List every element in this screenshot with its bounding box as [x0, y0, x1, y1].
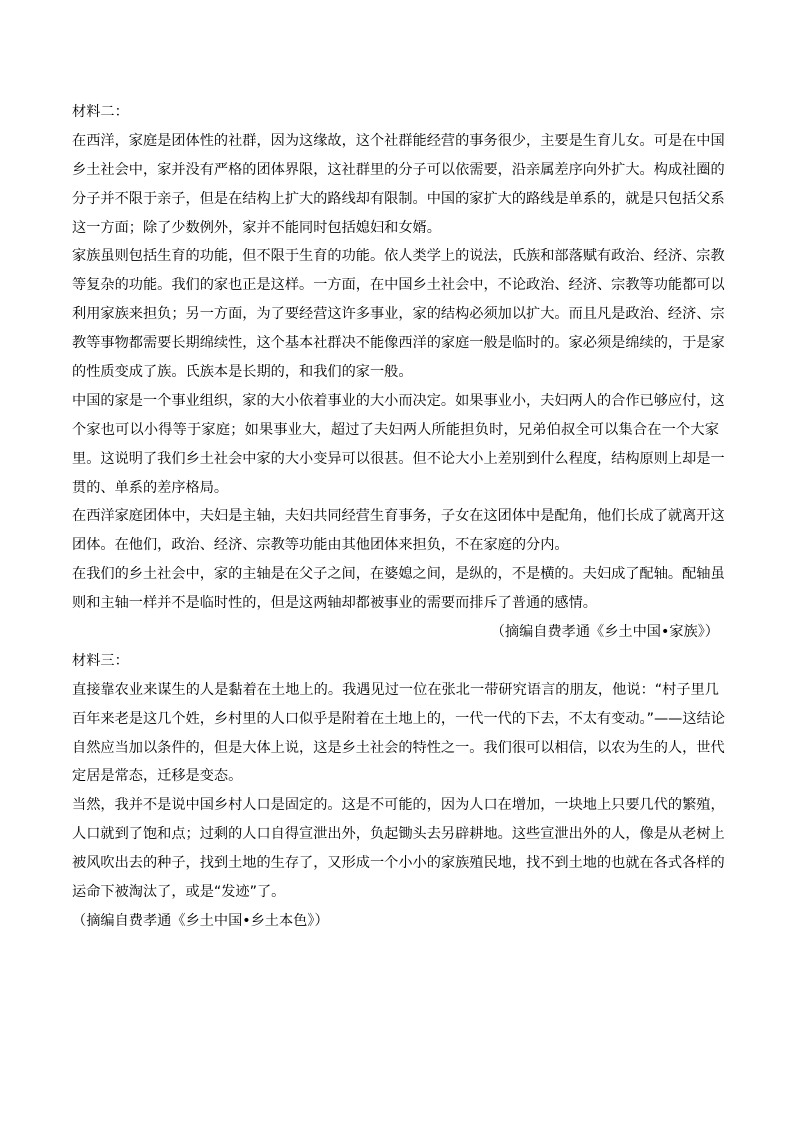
paragraph-line: 中国的家是一个事业组织，家的大小依着事业的大小而决定。如果事业小，夫妇两人的合作已够应付，这	[72, 392, 725, 409]
material-2-heading: 材料二：	[72, 104, 129, 120]
material-2-source: （摘编自费孝通《乡土中国•家族》）	[490, 624, 719, 641]
paragraph-line: 利用家族来担负；另一方面，为了要经营这许多事业，家的结构必须加以扩大。而且凡是政治、经济、宗	[72, 306, 725, 323]
paragraph-line: 贯的、单系的差序格局。	[72, 479, 229, 496]
paragraph-line: 人口就到了饱和点；过剩的人口自得宣泄出外，负起锄头去另辟耕地。这些宣泄出外的人，像是从老树上	[72, 826, 725, 843]
paragraph-line: 个家也可以小得等于家庭；如果事业大，超过了夫妇两人所能担负时，兄弟伯叔全可以集合在一个大家	[72, 421, 719, 438]
paragraph-line: 自然应当加以条件的，但是大体上说，这是乡土社会的特性之一。我们很可以相信，以农为生的人，世代	[72, 739, 725, 756]
material-3-source: （摘编自费孝通《乡土中国•乡土本色》）	[72, 912, 329, 929]
paragraph-line: 团体。在他们，政治、经济、宗教等功能由其他团体来担负，不在家庭的分内。	[72, 537, 569, 554]
paragraph-line: 等复杂的功能。我们的家也正是这样。一方面，在中国乡土社会中，不论政治、经济、宗教等功能都可以	[72, 277, 725, 294]
paragraph-line: 在我们的乡土社会中，家的主轴是在父子之间，在婆媳之间，是纵的，不是横的。夫妇成了配轴。配轴虽	[72, 566, 725, 583]
paragraph-line: 在西洋家庭团体中，夫妇是主轴，夫妇共同经营生育事务，子女在这团体中是配角，他们长成了就离开这	[72, 508, 725, 525]
material-3-heading: 材料三：	[72, 652, 129, 669]
paragraph-line: 定居是常态，迁移是变态。	[72, 768, 243, 785]
paragraph-line: 里。这说明了我们乡土社会中家的大小变异可以很甚。但不论大小上差别到什么程度，结构原则上却是一	[72, 450, 725, 467]
paragraph-line: 分子并不限于亲子，但是在结构上扩大的路线却有限制。中国的家扩大的路线是单系的，就是只包括父系	[72, 190, 725, 207]
paragraph-line: 直接靠农业来谋生的人是黏着在土地上的。我遇见过一位在张北一带研究语言的朋友，他说：“村子里几	[72, 681, 719, 698]
paragraph-line: 乡土社会中，家并没有严格的团体界限，这社群里的分子可以依需要，沿亲属差序向外扩大。构成社圈的	[72, 161, 725, 178]
paragraph-line: 则和主轴一样并不是临时性的，但是这两轴却都被事业的需要而排斥了普通的感情。	[72, 595, 597, 612]
paragraph-line: 家族虽则包括生育的功能，但不限于生育的功能。依人类学上的说法，氏族和部落赋有政治、经济、宗教	[72, 248, 725, 265]
document-page	[72, 102, 725, 940]
paragraph-line: 当然，我并不是说中国乡村人口是固定的。这是不可能的，因为人口在增加，一块地上只要几代的繁殖，	[72, 797, 725, 814]
paragraph-line: 运命下被淘汰了，或是“发迹”了。	[72, 884, 286, 901]
paragraph-line: 这一方面；除了少数例外，家并不能同时包括媳妇和女婿。	[72, 219, 441, 236]
paragraph-line: 在西洋，家庭是团体性的社群，因为这缘故，这个社群能经营的事务很少，主要是生育儿女。可是在中国	[72, 132, 725, 149]
paragraph-line: 百年来老是这几个姓，乡村里的人口似乎是附着在土地上的，一代一代的下去，不太有变动。”——这结论	[72, 710, 725, 727]
paragraph-line: 教等事物都需要长期绵续性，这个基本社群决不能像西洋的家庭一般是临时的。家必须是绵续的，于是家	[72, 335, 725, 352]
paragraph-line: 的性质变成了族。氏族本是长期的，和我们的家一般。	[72, 364, 413, 381]
paragraph-line: 被风吹出去的种子，找到土地的生存了，又形成一个小小的家族殖民地，找不到土地的也就在各式各样的	[72, 855, 725, 872]
